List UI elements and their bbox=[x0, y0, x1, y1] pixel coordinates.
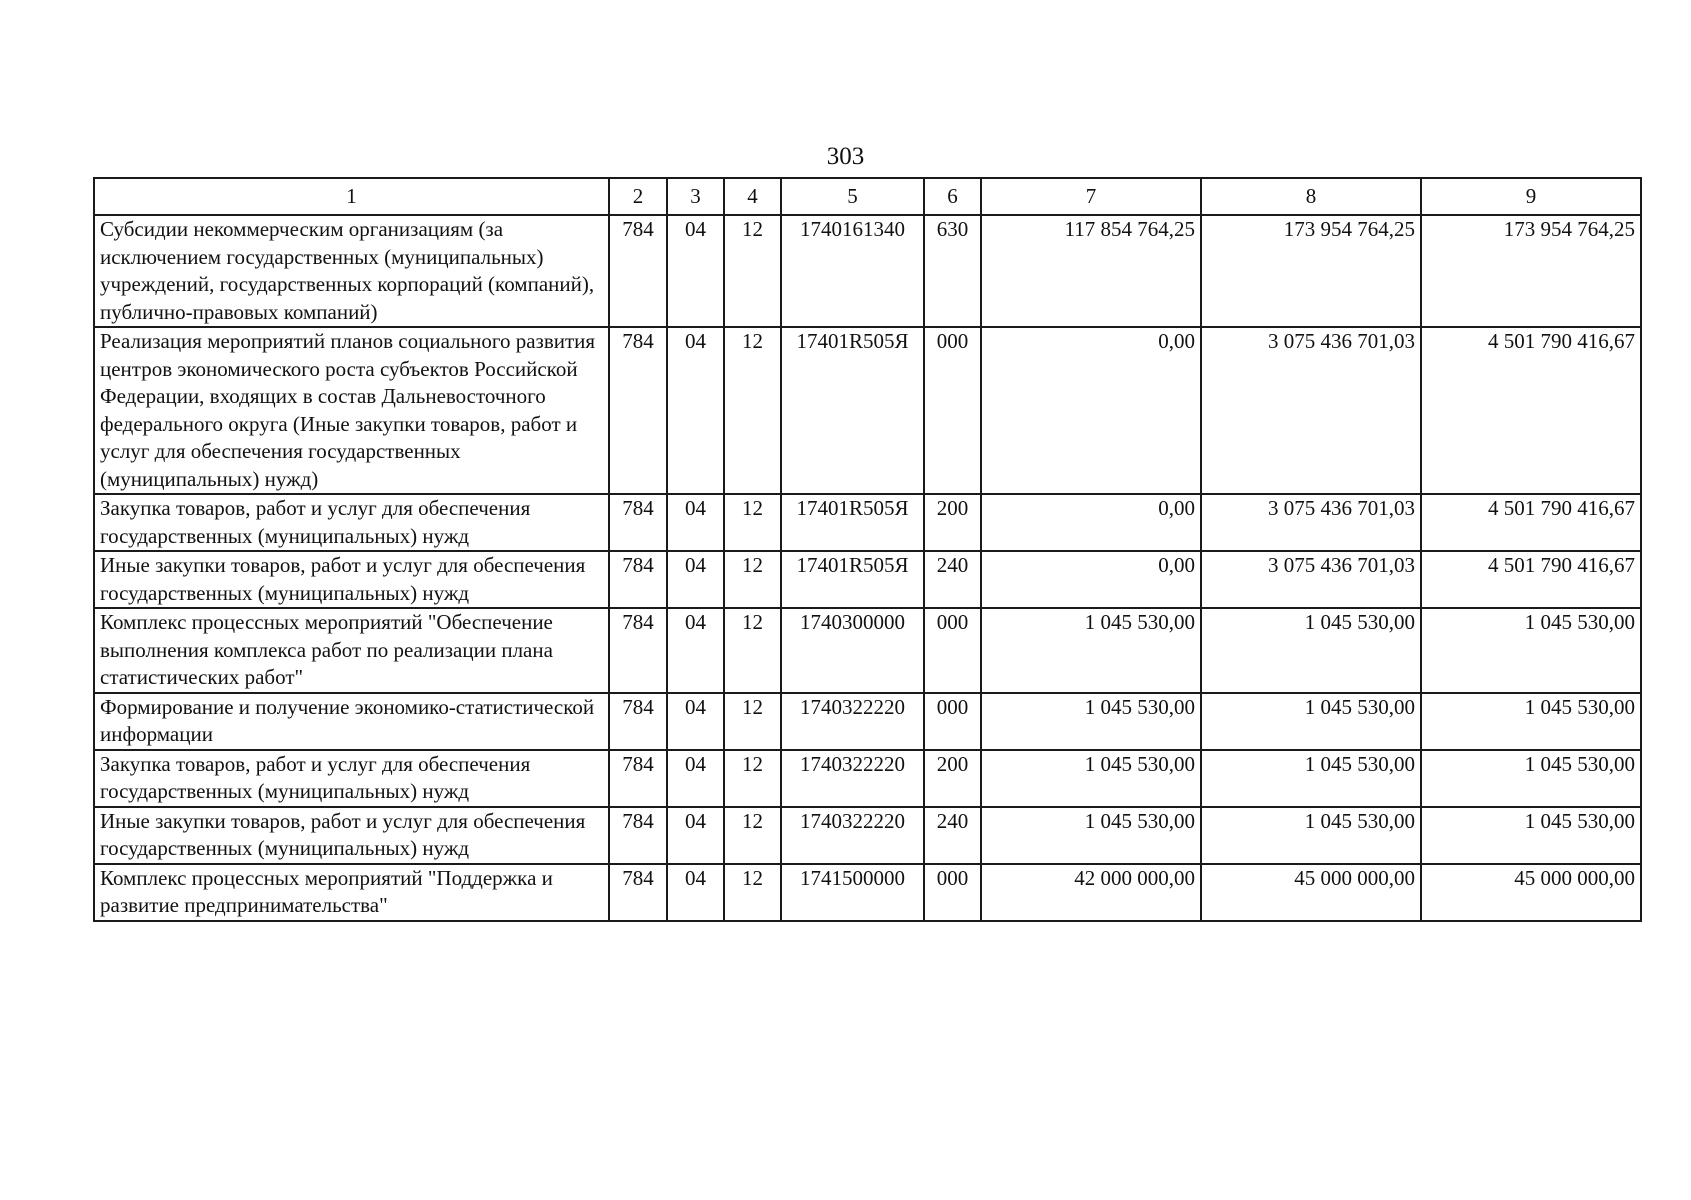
code-cell: 04 bbox=[667, 327, 724, 494]
amount-cell: 1 045 530,00 bbox=[981, 693, 1201, 750]
code-cell: 04 bbox=[667, 494, 724, 551]
code-cell: 12 bbox=[724, 864, 781, 921]
code-cell: 1740322220 bbox=[781, 693, 924, 750]
amount-cell: 1 045 530,00 bbox=[1421, 608, 1641, 693]
amount-cell: 1 045 530,00 bbox=[1201, 693, 1421, 750]
amount-cell: 1 045 530,00 bbox=[1421, 807, 1641, 864]
code-cell: 1740300000 bbox=[781, 608, 924, 693]
row-name: Формирование и получение экономико-статистической информации bbox=[94, 693, 609, 750]
code-cell: 12 bbox=[724, 807, 781, 864]
code-cell: 784 bbox=[609, 608, 667, 693]
amount-cell: 4 501 790 416,67 bbox=[1421, 494, 1641, 551]
column-header: 1 bbox=[94, 178, 609, 215]
table-row bbox=[94, 807, 1641, 864]
code-cell: 784 bbox=[609, 807, 667, 864]
amount-cell: 1 045 530,00 bbox=[981, 750, 1201, 807]
column-header: 4 bbox=[724, 178, 781, 215]
code-cell: 12 bbox=[724, 693, 781, 750]
table-row bbox=[94, 551, 1641, 608]
amount-cell: 1 045 530,00 bbox=[1201, 608, 1421, 693]
code-cell: 17401R505Я bbox=[781, 494, 924, 551]
code-cell: 200 bbox=[924, 494, 981, 551]
row-name: Закупка товаров, работ и услуг для обеспечения государственных (муниципальных) нужд bbox=[94, 750, 609, 807]
table-row bbox=[94, 693, 1641, 750]
table-row bbox=[94, 215, 1641, 327]
code-cell: 04 bbox=[667, 215, 724, 327]
code-cell: 000 bbox=[924, 864, 981, 921]
amount-cell: 1 045 530,00 bbox=[1421, 693, 1641, 750]
amount-cell: 1 045 530,00 bbox=[1201, 807, 1421, 864]
code-cell: 12 bbox=[724, 551, 781, 608]
row-name: Комплекс процессных мероприятий "Поддержка и развитие предпринимательства" bbox=[94, 864, 609, 921]
amount-cell: 0,00 bbox=[981, 551, 1201, 608]
row-name: Иные закупки товаров, работ и услуг для обеспечения государственных (муниципальных) нужд bbox=[94, 807, 609, 864]
code-cell: 12 bbox=[724, 750, 781, 807]
amount-cell: 1 045 530,00 bbox=[981, 807, 1201, 864]
code-cell: 000 bbox=[924, 327, 981, 494]
column-header: 9 bbox=[1421, 178, 1641, 215]
budget-table bbox=[93, 177, 1642, 922]
amount-cell: 1 045 530,00 bbox=[1421, 750, 1641, 807]
code-cell: 784 bbox=[609, 693, 667, 750]
code-cell: 240 bbox=[924, 551, 981, 608]
code-cell: 000 bbox=[924, 608, 981, 693]
code-cell: 630 bbox=[924, 215, 981, 327]
code-cell: 000 bbox=[924, 693, 981, 750]
column-header: 3 bbox=[667, 178, 724, 215]
code-cell: 04 bbox=[667, 608, 724, 693]
amount-cell: 173 954 764,25 bbox=[1421, 215, 1641, 327]
amount-cell: 4 501 790 416,67 bbox=[1421, 327, 1641, 494]
table-row bbox=[94, 750, 1641, 807]
code-cell: 12 bbox=[724, 608, 781, 693]
code-cell: 784 bbox=[609, 864, 667, 921]
code-cell: 784 bbox=[609, 327, 667, 494]
column-header: 2 bbox=[609, 178, 667, 215]
row-name: Комплекс процессных мероприятий "Обеспечение выполнения комплекса работ по реализации плана статистических работ" bbox=[94, 608, 609, 693]
amount-cell: 0,00 bbox=[981, 327, 1201, 494]
code-cell: 04 bbox=[667, 807, 724, 864]
header-row bbox=[94, 178, 1641, 215]
amount-cell: 0,00 bbox=[981, 494, 1201, 551]
column-header: 5 bbox=[781, 178, 924, 215]
table-row bbox=[94, 494, 1641, 551]
code-cell: 17401R505Я bbox=[781, 327, 924, 494]
amount-cell: 45 000 000,00 bbox=[1421, 864, 1641, 921]
code-cell: 12 bbox=[724, 215, 781, 327]
code-cell: 1740161340 bbox=[781, 215, 924, 327]
code-cell: 12 bbox=[724, 327, 781, 494]
code-cell: 04 bbox=[667, 864, 724, 921]
row-name: Субсидии некоммерческим организациям (за исключением государственных (муниципальных) учреждений, государственных корпораций (компаний), публично-правовых компаний) bbox=[94, 215, 609, 327]
code-cell: 240 bbox=[924, 807, 981, 864]
amount-cell: 1 045 530,00 bbox=[981, 608, 1201, 693]
code-cell: 17401R505Я bbox=[781, 551, 924, 608]
amount-cell: 3 075 436 701,03 bbox=[1201, 327, 1421, 494]
page-number: 303 bbox=[826, 143, 865, 170]
amount-cell: 1 045 530,00 bbox=[1201, 750, 1421, 807]
amount-cell: 4 501 790 416,67 bbox=[1421, 551, 1641, 608]
table-row bbox=[94, 864, 1641, 921]
column-header: 7 bbox=[981, 178, 1201, 215]
row-name: Закупка товаров, работ и услуг для обеспечения государственных (муниципальных) нужд bbox=[94, 494, 609, 551]
table-row bbox=[94, 608, 1641, 693]
code-cell: 12 bbox=[724, 494, 781, 551]
row-name: Реализация мероприятий планов социального развития центров экономического роста субъектов Российской Федерации, входящих в состав Дальневосточного федерального округа (Иные закупки товаров, работ и услуг для обеспечения государственных (муниципальных) нужд) bbox=[94, 327, 609, 494]
code-cell: 04 bbox=[667, 693, 724, 750]
table-row bbox=[94, 327, 1641, 494]
code-cell: 1740322220 bbox=[781, 750, 924, 807]
amount-cell: 3 075 436 701,03 bbox=[1201, 494, 1421, 551]
amount-cell: 173 954 764,25 bbox=[1201, 215, 1421, 327]
amount-cell: 45 000 000,00 bbox=[1201, 864, 1421, 921]
code-cell: 04 bbox=[667, 551, 724, 608]
amount-cell: 117 854 764,25 bbox=[981, 215, 1201, 327]
row-name: Иные закупки товаров, работ и услуг для обеспечения государственных (муниципальных) нужд bbox=[94, 551, 609, 608]
code-cell: 784 bbox=[609, 215, 667, 327]
amount-cell: 42 000 000,00 bbox=[981, 864, 1201, 921]
code-cell: 200 bbox=[924, 750, 981, 807]
column-header: 8 bbox=[1201, 178, 1421, 215]
code-cell: 784 bbox=[609, 750, 667, 807]
code-cell: 1741500000 bbox=[781, 864, 924, 921]
code-cell: 784 bbox=[609, 494, 667, 551]
amount-cell: 3 075 436 701,03 bbox=[1201, 551, 1421, 608]
code-cell: 1740322220 bbox=[781, 807, 924, 864]
column-header: 6 bbox=[924, 178, 981, 215]
code-cell: 04 bbox=[667, 750, 724, 807]
code-cell: 784 bbox=[609, 551, 667, 608]
